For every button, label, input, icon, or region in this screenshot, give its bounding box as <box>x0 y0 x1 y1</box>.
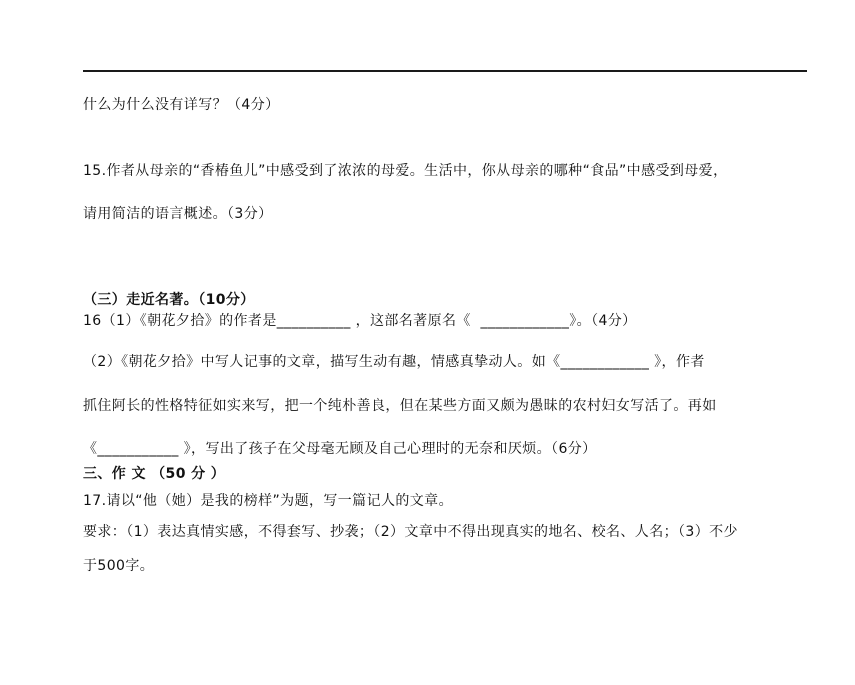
question-16-part-1: 16（1）《朝花夕拾》的作者是__________ ，这部名著原名《 ____________》。（4分） <box>83 313 637 329</box>
section-composition-heading: 三、作 文 （50 分 ） <box>83 466 226 482</box>
question-16-part-2-cont: 抓住阿长的性格特征如实来写，把一个纯朴善良，但在某些方面又颇为愚昧的农村妇女写活了。再如 <box>83 398 717 414</box>
question-17-prompt: 17.请以“他（她）是我的榜样”为题，写一篇记人的文章。 <box>83 493 453 509</box>
question-17-requirements-end: 于500字。 <box>83 558 155 574</box>
question-16-part-2: （2）《朝花夕拾》中写人记事的文章，描写生动有趣，情感真挚动人。如《____________ 》，作者 <box>83 354 705 370</box>
question-16-part-2-end: 《___________ 》，写出了孩子在父母毫无顾及自己心理时的无奈和厌烦。（6分） <box>83 441 597 457</box>
question-15-instruction: 请用简洁的语言概述。（3分） <box>83 206 273 222</box>
top-divider-line <box>83 70 807 72</box>
section-3-heading: （三）走近名著。（10分） <box>83 292 255 308</box>
question-14-tail: 什么为什么没有详写？（4分） <box>83 97 280 113</box>
question-15-text: 15.作者从母亲的“香椿鱼儿”中感受到了浓浓的母爱。生活中，你从母亲的哪种“食品”中感受到母爱， <box>83 163 728 179</box>
question-17-requirements: 要求：（1）表达真情实感，不得套写、抄袭；（2）文章中不得出现真实的地名、校名、人名；（3）不少 <box>83 524 738 540</box>
